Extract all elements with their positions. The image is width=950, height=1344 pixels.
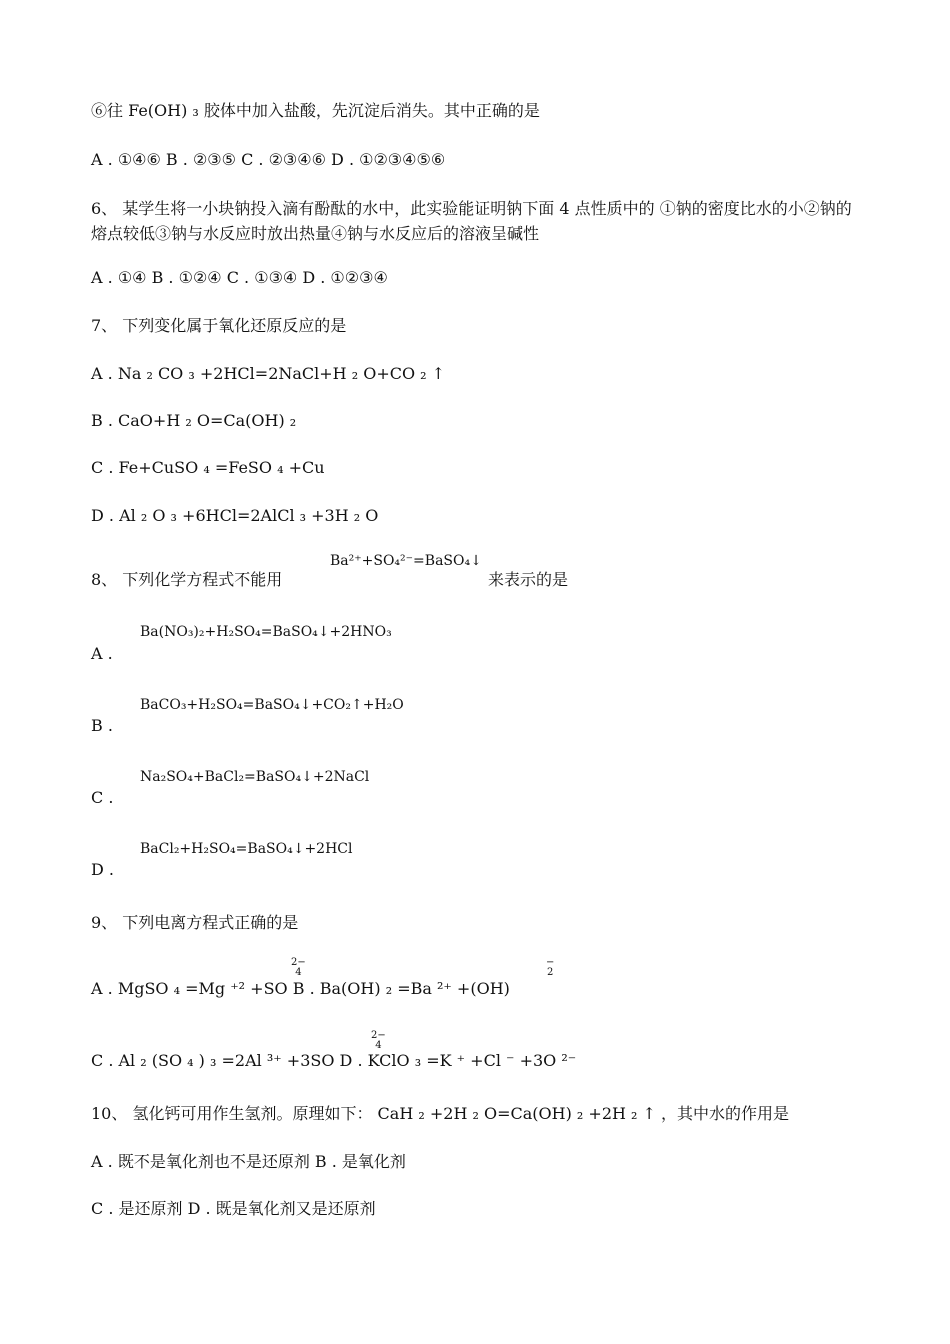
q7-option-c: C . Fe+CuSO ₄ =FeSO ₄ +Cu <box>91 458 325 477</box>
q7-option-b: B . CaO+H ₂ O=Ca(OH) ₂ <box>91 411 297 430</box>
q9-ab-charge-1-top: 2− <box>291 957 306 968</box>
q9-options-ab: A . MgSO ₄ =Mg ⁺² +SO B . Ba(OH) ₂ =Ba ²⁺ +(OH) <box>91 979 510 998</box>
q9-ab-charge-2-bottom: 2 <box>547 967 554 978</box>
q8-option-b-label: B . <box>91 716 113 735</box>
q7-stem: 7、 下列变化属于氧化还原反应的是 <box>91 316 347 335</box>
q8-stem-prefix: 8、 下列化学方程式不能用 <box>91 570 283 589</box>
q9-cd-charge <box>371 1031 386 1051</box>
q8-option-c-equation: Na₂SO₄+BaCl₂=BaSO₄↓+2NaCl <box>140 769 370 785</box>
q10-options-ab: A . 既不是氧化剂也不是还原剂 B . 是氧化剂 <box>91 1152 406 1171</box>
q5-options: A . ①④⑥ B . ②③⑤ C . ②③④⑥ D . ①②③④⑤⑥ <box>91 150 446 169</box>
q5-item6: ⑥往 Fe(OH) ₃ 胶体中加入盐酸，先沉淀后消失。其中正确的是 <box>91 101 540 120</box>
q8-option-a-equation: Ba(NO₃)₂+H₂SO₄=BaSO₄↓+2HNO₃ <box>140 624 392 640</box>
q8-option-c-label: C . <box>91 788 114 807</box>
q8-option-a-label: A . <box>91 644 113 663</box>
q10-options-cd: C . 是还原剂 D . 既是氧化剂又是还原剂 <box>91 1199 376 1218</box>
q9-cd-charge-bottom: 4 <box>375 1040 382 1051</box>
q8-option-d-equation: BaCl₂+H₂SO₄=BaSO₄↓+2HCl <box>140 841 353 857</box>
q9-ab-charge-1-bottom: 4 <box>295 967 302 978</box>
q7-option-d: D . Al ₂ O ₃ +6HCl=2AlCl ₃ +3H ₂ O <box>91 506 379 525</box>
q9-ab-charge-2-top: − <box>546 957 555 968</box>
q8-option-b-equation: BaCO₃+H₂SO₄=BaSO₄↓+CO₂↑+H₂O <box>140 697 404 713</box>
q10-stem: 10、 氢化钙可用作生氢剂。原理如下： CaH ₂ +2H ₂ O=Ca(OH) ₂ +2H ₂ ↑ ，其中水的作用是 <box>91 1104 790 1123</box>
q9-stem: 9、 下列电离方程式正确的是 <box>91 913 299 932</box>
q8-stem-equation: Ba²⁺+SO₄²⁻=BaSO₄↓ <box>330 553 482 569</box>
q6-stem: 6、 某学生将一小块钠投入滴有酚酞的水中，此实验能证明钠下面 4 点性质中的 ①钠的密度比水的小②钠的熔点较低③钠与水反应时放出热量④钠与水反应后的溶液呈碱性 <box>91 199 852 243</box>
q8-option-d-label: D . <box>91 860 114 879</box>
q6-options: A . ①④ B . ①②④ C . ①③④ D . ①②③④ <box>91 268 388 287</box>
q9-options-cd: C . Al ₂ (SO ₄ ) ₃ =2Al ³⁺ +3SO D . KClO ₃ =K ⁺ +Cl ⁻ +3O ²⁻ <box>91 1051 577 1070</box>
q7-option-a: A . Na ₂ CO ₃ +2HCl=2NaCl+H ₂ O+CO ₂ ↑ <box>91 364 446 383</box>
q9-cd-charge-top: 2− <box>371 1030 386 1041</box>
q9-ab-charge-2 <box>546 958 554 978</box>
q8-stem-suffix: 来表示的是 <box>488 570 569 589</box>
q9-ab-charge-1 <box>291 958 306 978</box>
